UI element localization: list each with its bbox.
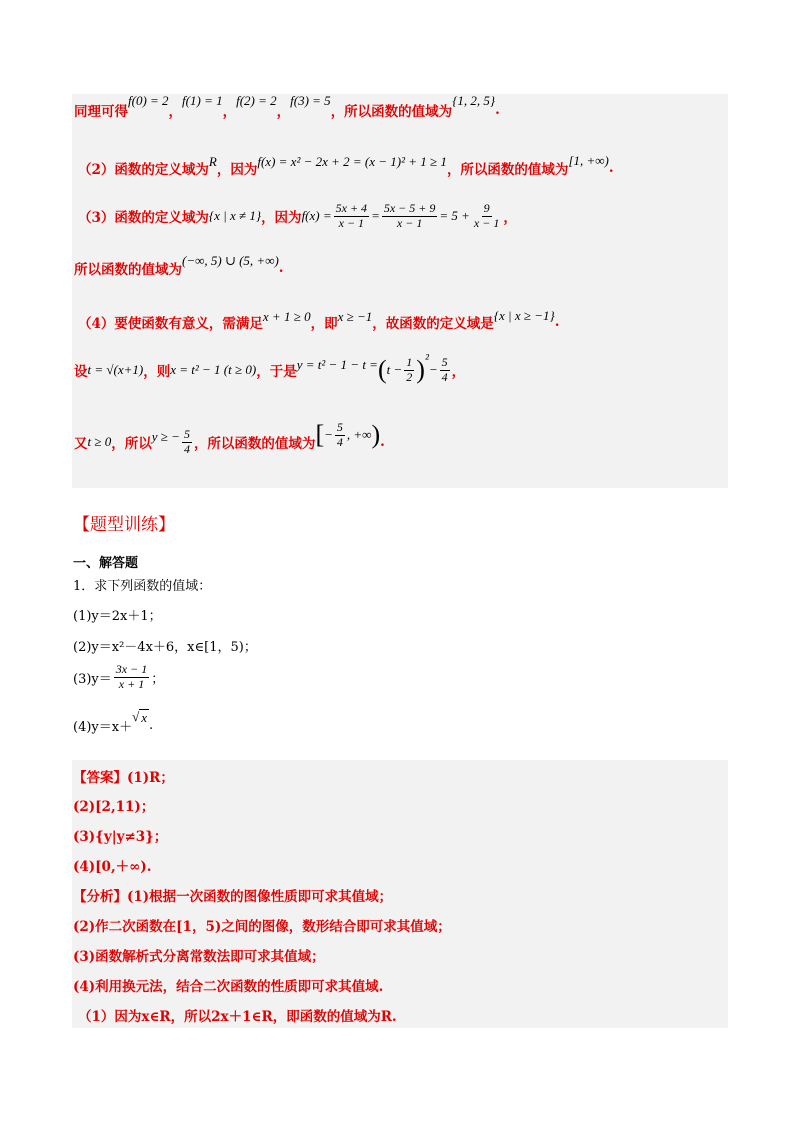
numerator: 3x − 1 — [115, 662, 148, 676]
text: ，因为 — [261, 210, 302, 227]
text: ，于是 — [256, 364, 297, 381]
fraction-5-4 — [182, 428, 192, 457]
analysis-2: (2)作二次函数在[1，5)之间的图像，数形结合即可求其值域； — [73, 919, 451, 935]
question-part-4 — [73, 709, 154, 735]
range-set: [1, +∞) — [568, 153, 609, 168]
analysis-4: (4)利用换元法，结合二次函数的性质即可求其值域. — [73, 979, 384, 995]
text: 设 — [74, 364, 88, 381]
label: (4)y＝x＋ — [73, 720, 133, 735]
numerator: 5x + 4 — [335, 201, 368, 215]
condition: x + 1 ≥ 0 — [262, 309, 311, 324]
fraction-2 — [382, 202, 438, 231]
denominator: 4 — [336, 434, 343, 449]
text: ，所以 — [111, 436, 152, 453]
question-part-3 — [73, 663, 164, 692]
minus: − — [428, 362, 438, 378]
text: ，所以函数的值域为 — [330, 104, 453, 120]
radicand: x — [141, 710, 148, 725]
x-condition: x ≥ −1 — [337, 309, 373, 324]
fraction-1 — [334, 202, 369, 231]
analysis-3: (3)函数解析式分离常数法即可求其值域； — [73, 949, 325, 965]
formula-quadratic: f(x) = x² − 2x + 2 = (x − 1)² + 1 ≥ 1 — [257, 154, 447, 169]
question-part-2: (2)y＝x²－4x＋6，x∈[1，5)； — [73, 640, 257, 655]
answer-2: (2)[2,11)； — [73, 799, 155, 815]
fraction-3 — [472, 202, 501, 231]
numerator: 5 — [183, 427, 190, 441]
denominator: x + 1 — [118, 676, 145, 691]
x-expression: x = t² − 1 (t ≥ 0) — [170, 362, 257, 378]
sep: ， — [276, 104, 291, 120]
answer-1: 【答案】(1)R； — [73, 770, 174, 786]
square: ² — [424, 351, 429, 367]
dot: . — [554, 314, 560, 330]
range-set: (−∞, 5) ∪ (5, +∞) — [182, 253, 279, 268]
numerator: 1 — [406, 355, 413, 369]
solution-line-2 — [78, 153, 614, 178]
paren: ( — [377, 355, 387, 385]
denominator: x − 1 — [473, 215, 500, 230]
numerator: 9 — [483, 201, 490, 215]
question-stem: 1．求下列函数的值域： — [73, 579, 212, 594]
domain-set: {x | x ≠ 1} — [208, 208, 262, 224]
numerator: 5 — [336, 420, 343, 434]
text: ，即 — [310, 316, 338, 332]
paren: ) — [371, 420, 381, 450]
label: (3)y＝ — [73, 671, 112, 687]
answer-3: (3){y|y≠3}； — [73, 829, 168, 845]
fraction-5-4 — [335, 421, 345, 450]
text: ，所以函数的值域为 — [446, 162, 569, 178]
real-set: R — [208, 154, 217, 169]
paren: ) — [416, 355, 425, 385]
semicolon: ； — [151, 671, 165, 687]
text: ，则 — [143, 364, 171, 381]
dot: . — [495, 102, 500, 118]
formula-f1: f(1) = 1 — [182, 93, 223, 108]
equals-5-plus: = 5 + — [439, 208, 470, 224]
solution-line-3 — [78, 202, 517, 231]
dot: . — [608, 160, 614, 176]
text: （4）要使函数有意义，需满足 — [78, 316, 263, 332]
dot: . — [149, 718, 154, 733]
solution-line-6: 设 t = √(x+1) ，则 x = t² − 1 (t ≥ 0) ，于是 y = t² − 1 − t = ( t − $\frac{1}{2}$ ) ² − $\frac{5}{4}$ ， — [74, 351, 466, 385]
sep: ， — [168, 104, 183, 120]
infinity: , +∞ — [346, 427, 372, 443]
substitution: t = √(x+1) — [87, 362, 144, 378]
sqrt: √ x — [132, 709, 148, 725]
question-part-1: (1)y＝2x＋1； — [73, 609, 162, 624]
fraction-5-4 — [440, 356, 450, 385]
denominator: 4 — [183, 441, 190, 456]
denominator: x − 1 — [338, 215, 365, 230]
section-title: 【题型训练】 — [73, 515, 175, 535]
solution-line-1 — [74, 93, 500, 120]
equals: = — [371, 208, 380, 224]
formula-f3: f(3) = 5 — [290, 93, 331, 108]
fraction-half — [404, 356, 414, 385]
formula-f: f(x) = — [301, 208, 332, 224]
solution-line-4 — [74, 253, 284, 278]
text: （2）函数的定义域为 — [78, 162, 209, 178]
formula-f0: f(0) = 2 — [128, 93, 169, 108]
solution-line-7: 又 t ≥ 0 ，所以 y ≥ − $\frac{5}{4}$ ，所以函数的值域为 [ − $\frac{5}{4}$ , +∞ ) . — [74, 420, 385, 456]
section-heading: 一、解答题 — [73, 556, 139, 571]
text: ，所以函数的值域为 — [193, 436, 316, 453]
sep: ， — [222, 104, 237, 120]
text: ，因为 — [216, 162, 258, 178]
text: 又 — [74, 436, 88, 453]
denominator: x − 1 — [396, 215, 423, 230]
dot: . — [380, 434, 385, 451]
analysis-1: 【分析】(1)根据一次函数的图像性质即可求其值域； — [73, 889, 393, 905]
text: 所以函数的值域为 — [74, 262, 182, 278]
domain-set: {x | x ≥ −1} — [493, 308, 555, 323]
t-condition: t ≥ 0 — [87, 434, 112, 450]
comma: ， — [503, 210, 517, 227]
comma: ， — [451, 364, 466, 381]
denominator: 4 — [441, 369, 448, 384]
bracket: [ — [315, 420, 325, 450]
text: 同理可得 — [74, 104, 128, 120]
fraction — [114, 663, 149, 692]
answer-4: (4)[0,＋∞). — [73, 859, 152, 875]
solution-line-5 — [78, 308, 560, 332]
y-expression: y = t² − 1 − t = — [296, 357, 378, 373]
dot: . — [278, 260, 284, 276]
formula-f2: f(2) = 2 — [236, 93, 277, 108]
solution-part-1: （1）因为x∈R，所以2x＋1∈R，即函数的值域为R. — [78, 1009, 397, 1025]
numerator: 5 — [441, 355, 448, 369]
text: （3）函数的定义域为 — [78, 210, 209, 227]
denominator: 2 — [406, 369, 413, 384]
range-set: {1, 2, 5} — [452, 93, 496, 108]
y-bound: y ≥ − — [151, 429, 180, 445]
text: ，故函数的定义域是 — [372, 316, 494, 332]
numerator: 5x − 5 + 9 — [383, 201, 436, 215]
